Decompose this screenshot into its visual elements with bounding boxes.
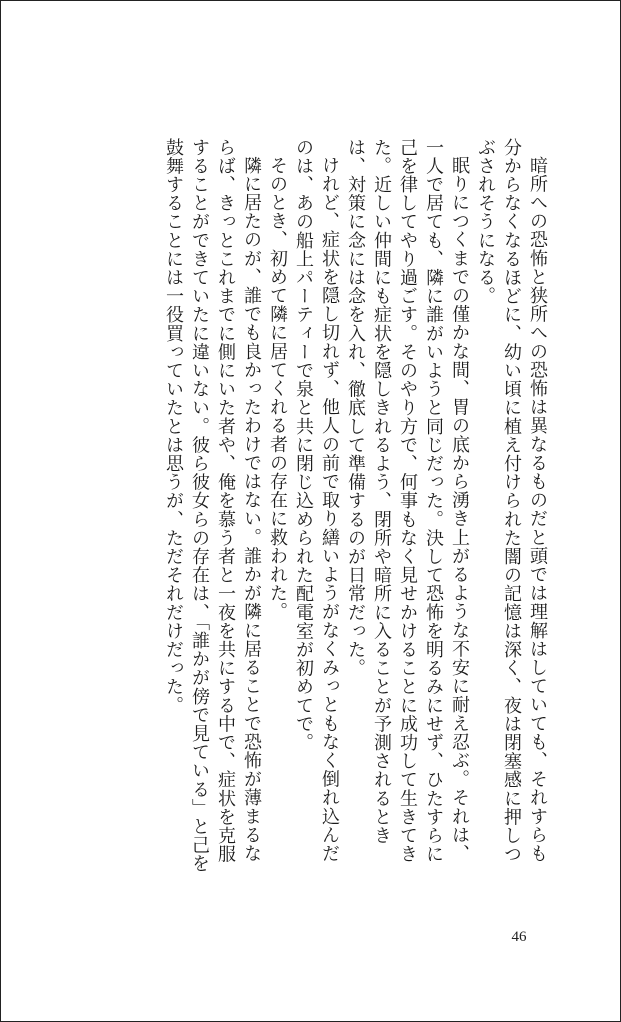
vertical-text-body	[70, 138, 550, 873]
paragraph-3: けれど、症状を隠し切れず、他人の前で取り繕いようがなくみっともなく倒れ込んだのは、あの船上パーティーで泉と共に閉じ込められた配電室が初めてで。	[293, 138, 340, 863]
paragraph-4: そのとき、初めて隣に居てくれる者の存在に救われた。	[267, 156, 288, 621]
paragraph-5: 隣に居たのが、誰でも良かったわけではない。誰かが隣に居ることで恐怖が薄まるならば、きっとこれまでに側にいた者や、俺を慕う者と一夜を共にする中で、症状を克服することができていたに違いない。彼ら彼女らの存在は、「誰かが傍で見ている」と己を鼓舞することには一役買っていたとは思うが、ただそれだけだった。	[163, 138, 262, 873]
page-number: 46	[511, 929, 527, 945]
paragraph-1: 暗所への恐怖と狭所への恐怖は異なるものだと頭では理解はしていても、それすらも分からなくなるほどに、幼い頃に植え付けられた闇の記憶は深く、夜は閉塞感に押しつぶされそうになる。	[475, 138, 548, 864]
paragraph-2: 眠りにつくまでの僅かな間、胃の底から湧き上がるような不安に耐え忍ぶ。それは、一人で居ても、隣に誰がいようと同じだった。決して恐怖を明るみにせず、ひたすらに己を律してやり過ごす。そのやり方で、何事もなく見せかけることに成功して生きてきた。近しい仲間にも症状を隠しきれるよう、閉所や暗所に入ることが予測されるときは、対策に念には念を入れ、徹底して準備するのが日常だった。	[345, 138, 470, 864]
